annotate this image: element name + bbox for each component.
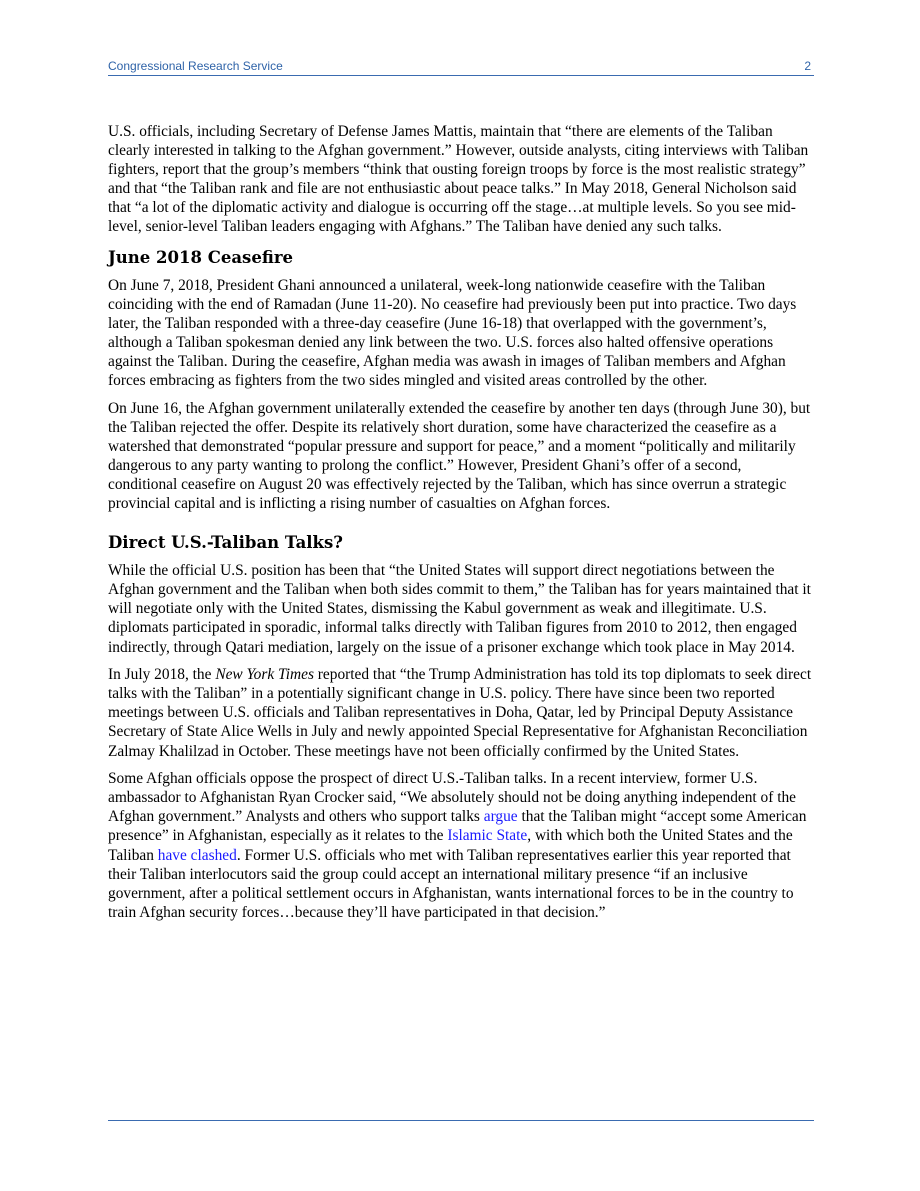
text-run: , with which both the United States and the Taliban (108, 827, 793, 864)
text-run: . Former U.S. officials who met with Taliban representatives earlier this year reported that their Taliban interlocutors said the group could accept an international military presence “if an inclusive government, after a political settlement occurs in Afghanistan, wants international forces to be in the country to train Afghan security forces…because they’ll have participated in that decision.” (108, 846, 794, 921)
link-islamic-state[interactable]: Islamic State (447, 827, 528, 845)
text-run: Some Afghan officials oppose the prospect of direct U.S.-Taliban talks. In a recent interview, former U.S. ambassador to Afghanistan Ryan Crocker said, “We absolutely should not be doing anything independent of the Afghan government.” Analysts and others who support talks (108, 770, 797, 826)
header-org-name: Congressional Research Service (108, 59, 283, 73)
ceasefire-paragraph-2: On June 16, the Afghan government unilaterally extended the ceasefire by another ten days (through June 30), but the Taliban rejected the offer. Despite its relatively short duration, some have characterized the ceasefire as a watershed that demonstrated “popular pressure and support for peace,” and a moment “politically and militarily dangerous to any party wanting to prolong the conflict.” However, President Ghani’s offer of a second, conditional ceasefire on August 20 was effectively rejected by the Taliban, which has since overrun a strategic provincial capital and is inflicting a rising number of casualties on Afghan forces. (108, 399, 811, 513)
footer-divider (108, 1120, 814, 1121)
link-argue[interactable]: argue (483, 808, 518, 826)
section-heading-direct-talks: Direct U.S.-Taliban Talks? (108, 533, 343, 553)
header-page-number: 2 (804, 59, 811, 73)
link-have-clashed[interactable]: have clashed (157, 846, 237, 864)
text-run: reported that “the Trump Administration has told its top diplomats to seek direct talks with the Taliban” in a potentially significant change in U.S. policy. There have since been two reported meetings between U.S. officials and Taliban representatives in Doha, Qatar, led by Principal Deputy Assistance Secretary of State Alice Wells in July and newly appointed Special Representative for Afghanistan Reconciliation Zalmay Khalilzad in October. These meetings have not been officially confirmed by the United States. (108, 666, 812, 760)
page-header (108, 58, 814, 76)
section-heading-ceasefire: June 2018 Ceasefire (108, 247, 294, 267)
text-run: that the Taliban might “accept some American presence” in Afghanistan, especially as it relates to the (108, 808, 807, 845)
intro-paragraph: U.S. officials, including Secretary of Defense James Mattis, maintain that “there are elements of the Taliban clearly interested in talking to the Afghan government.” However, outside analysts, citing interviews with Taliban fighters, report that the group’s members “think that ousting foreign troops by force is the most realistic strategy” and that “the Taliban rank and file are not enthusiastic about peace talks.” In May 2018, General Nicholson said that “a lot of the diplomatic activity and dialogue is occurring off the stage…at multiple levels. So you see mid-level, senior-level Taliban leaders engaging with Afghans.” The Taliban have denied any such talks. (108, 123, 809, 236)
talks-paragraph-1: While the official U.S. position has been that “the United States will support direct negotiations between the Afghan government and the Taliban when both sides commit to them,” the Taliban has for years maintained that it will negotiate only with the United States, dismissing the Kabul government as weak and illegitimate. U.S. diplomats participated in sporadic, informal talks directly with Taliban figures from 2010 to 2012, then engaged indirectly, through Qatari mediation, largely on the issue of a prisoner exchange which took place in May 2014. (108, 562, 811, 656)
talks-paragraph-3 (108, 769, 814, 922)
text-run: In July 2018, the (108, 666, 216, 684)
document-body (108, 122, 814, 930)
publication-title: New York Times (215, 666, 314, 684)
ceasefire-paragraph-1: On June 7, 2018, President Ghani announced a unilateral, week-long nationwide ceasefire with the Taliban coinciding with the end of Ramadan (June 11-20). No ceasefire had previously been put into practice. Two days later, the Taliban responded with a three-day ceasefire (June 16-18) that overlapped with the government’s, although a Taliban spokesman denied any link between the two. U.S. forces also halted offensive operations against the Taliban. During the ceasefire, Afghan media was awash in images of Taliban members and Afghan forces embracing as fighters from the two sides mingled and visited areas controlled by the other. (108, 276, 797, 390)
talks-paragraph-2 (108, 665, 814, 760)
